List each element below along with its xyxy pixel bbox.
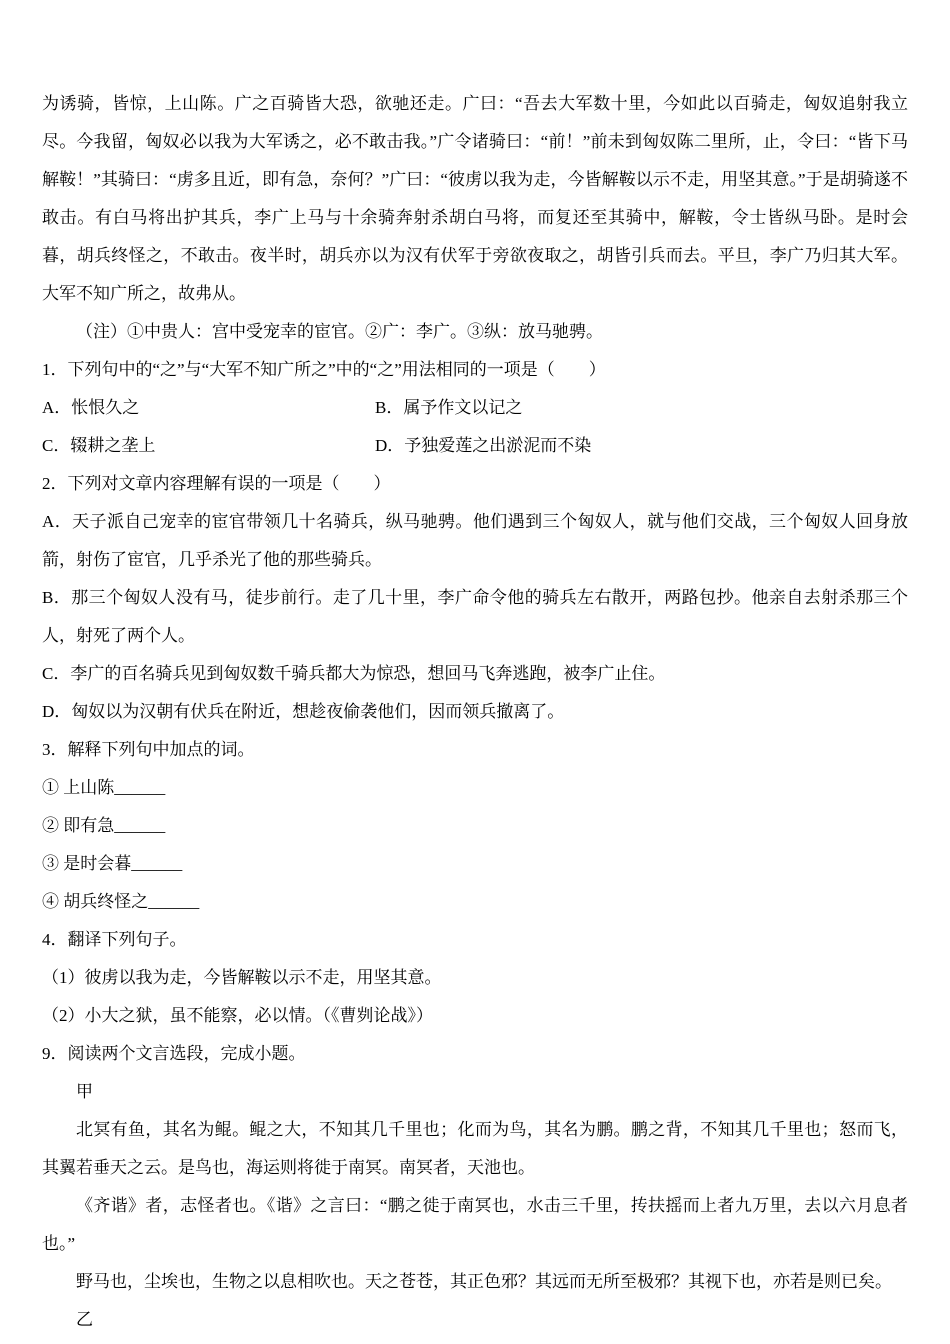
passage-jia-paragraph-1: 北冥有鱼，其名为鲲。鲲之大，不知其几千里也；化而为鸟，其名为鹏。鹏之背，不知其几千里也；怒而飞，其翼若垂天之云。是鸟也，海运则将徙于南冥。南冥者，天池也。 [42, 1120, 908, 1177]
question-2-option-c: C．李广的百名骑兵见到匈奴数千骑兵都大为惊恐，想回马飞奔逃跑，被李广止住。 [42, 664, 666, 683]
question-3-item-2: ② 即有急______ [42, 816, 166, 835]
question-4-item-1: （1）彼虏以我为走，今皆解鞍以示不走，用坚其意。 [42, 968, 442, 987]
question-3-stem: 3．解释下列句中加点的词。 [42, 740, 255, 759]
annotation-note: （注）①中贵人：宫中受宠幸的宦官。②广：李广。③纵：放马驰骋。 [76, 322, 603, 341]
question-3-item-4: ④ 胡兵终怪之______ [42, 892, 200, 911]
question-3-item-1: ① 上山陈______ [42, 778, 166, 797]
question-1-stem: 1．下列句中的“之”与“大军不知广所之”中的“之”用法相同的一项是（ ） [42, 360, 606, 379]
question-1-options-row-1 [42, 389, 908, 427]
question-2-option-a: A．天子派自己宠幸的宦官带领几十名骑兵，纵马驰骋。他们遇到三个匈奴人，就与他们交战，三个匈奴人回身放箭，射伤了宦官，几乎杀光了他的那些骑兵。 [42, 512, 908, 569]
question-2-option-b: B．那三个匈奴人没有马，徒步前行。走了几十里，李广命令他的骑兵左右散开，两路包抄。他亲自去射杀那三个人，射死了两个人。 [42, 588, 908, 645]
passage-jia-paragraph-3: 野马也，尘埃也，生物之以息相吹也。天之苍苍，其正色邪？其远而无所至极邪？其视下也，亦若是则已矣。 [76, 1272, 892, 1291]
passage-label-yi: 乙 [76, 1310, 93, 1329]
question-2-stem: 2．下列对文章内容理解有误的一项是（ ） [42, 474, 391, 493]
question-1-option-a: A．怅恨久之 [42, 398, 140, 417]
question-1-options-row-2 [42, 427, 908, 465]
question-9-stem: 9．阅读两个文言选段，完成小题。 [42, 1044, 306, 1063]
passage-label-jia: 甲 [76, 1082, 93, 1101]
question-4-item-2: （2）小大之狱，虽不能察，必以情。（《曹刿论战》） [42, 1006, 433, 1025]
question-1-option-b: B．属予作文以记之 [375, 398, 523, 417]
passage-jia-paragraph-2: 《齐谐》者，志怪者也。《谐》之言曰：“鹏之徙于南冥也，水击三千里，抟扶摇而上者九万里，去以六月息者也。” [42, 1196, 908, 1253]
question-1-option-d: D．予独爱莲之出淤泥而不染 [375, 436, 592, 455]
question-4-stem: 4．翻译下列句子。 [42, 930, 187, 949]
question-1-option-c: C．辍耕之垄上 [42, 436, 156, 455]
passage-continuation-paragraph: 为诱骑，皆惊，上山陈。广之百骑皆大恐，欲驰还走。广曰：“吾去大军数十里，今如此以百骑走，匈奴追射我立尽。今我留，匈奴必以我为大军诱之，必不敢击我。”广令诸骑曰：“前！”前未到匈奴陈二里所，止，令曰：“皆下马解鞍！”其骑曰：“虏多且近，即有急，奈何？”广曰：“彼虏以我为走，今皆解鞍以示不走，用坚其意。”于是胡骑遂不敢击。有白马将出护其兵，李广上马与十余骑奔射杀胡白马将，而复还至其骑中，解鞍，令士皆纵马卧。是时会暮，胡兵终怪之，不敢击。夜半时，胡兵亦以为汉有伏军于旁欲夜取之，胡皆引兵而去。平旦，李广乃归其大军。大军不知广所之，故弗从。 [42, 94, 908, 303]
question-3-item-3: ③ 是时会暮______ [42, 854, 183, 873]
question-2-option-d: D．匈奴以为汉朝有伏兵在附近，想趁夜偷袭他们，因而领兵撤离了。 [42, 702, 565, 721]
